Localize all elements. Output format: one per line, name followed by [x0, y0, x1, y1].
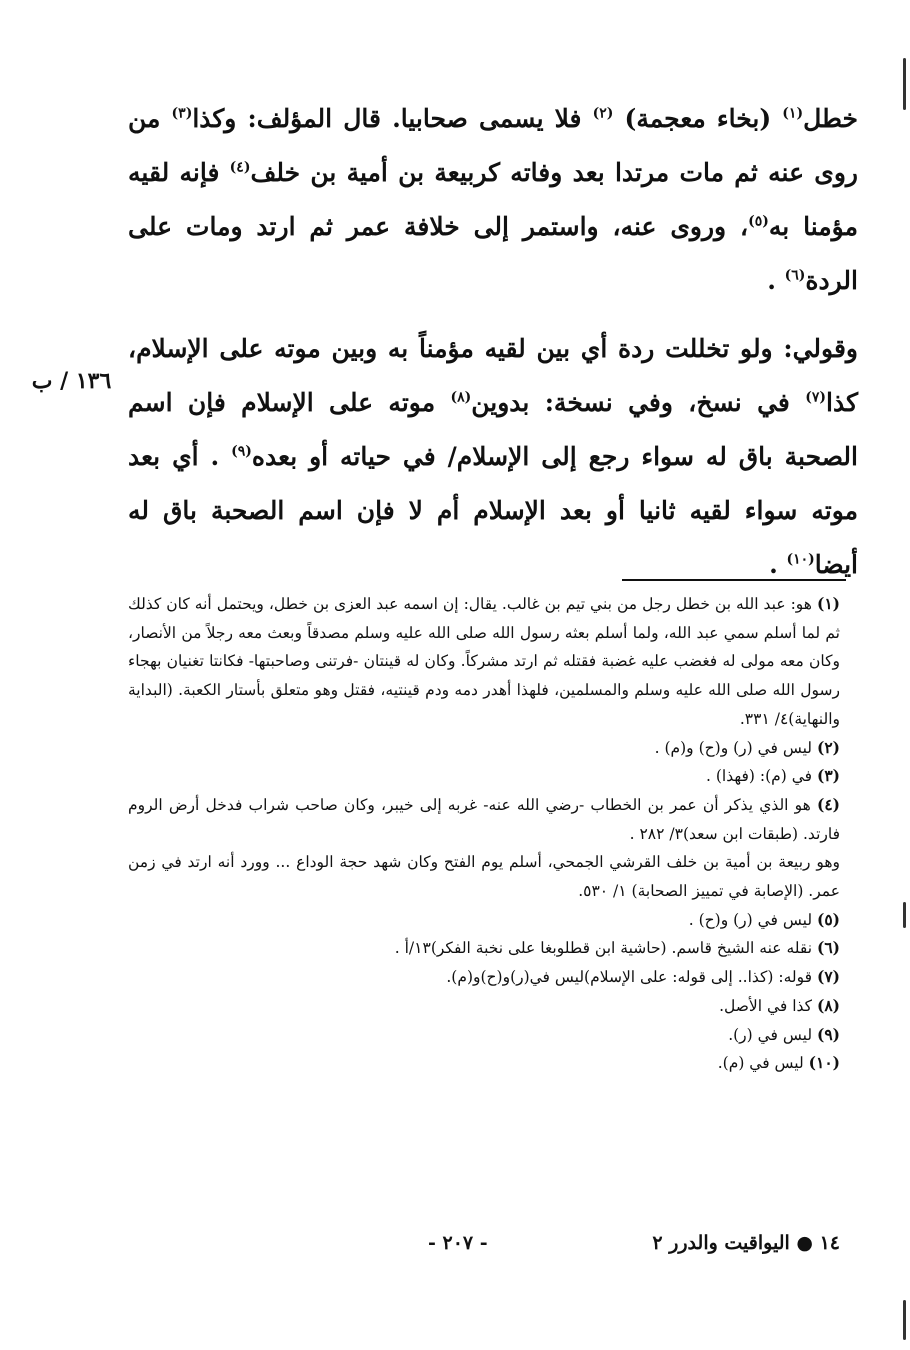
- scan-edge-mark: [903, 58, 906, 110]
- footnote-7: [128, 963, 840, 992]
- scan-edge-mark: [903, 902, 906, 928]
- text-run: من روى عنه ثم مات مرتدا بعد وفاته كربيعة بن أمية بن خلف: [128, 104, 858, 187]
- footnote-4: [128, 791, 840, 848]
- footnote-marker-8: (٨): [450, 389, 472, 406]
- text-run: ، وروى عنه، واستمر إلى خلافة عمر ثم ارتد ومات على الردة: [128, 212, 858, 295]
- footnote-number: (٦): [816, 938, 840, 958]
- footnote-6: [128, 934, 840, 963]
- footnote-text: ليس في (ر) و(ح) و(م) .: [654, 738, 813, 757]
- footnote-3: [128, 762, 840, 791]
- footnote-number: (٥): [816, 909, 840, 929]
- manuscript-folio-note: ١٣٦ / ب: [31, 368, 112, 394]
- footnote-marker-10: (١٠): [786, 551, 815, 568]
- footnote-9: [128, 1021, 840, 1050]
- footnote-5: [128, 906, 840, 935]
- text-run: موته على الإسلام فإن اسم الصحبة باق له سواء رجع إلى الإسلام/ في حياته أو بعده: [128, 388, 858, 471]
- scan-edge-mark: [903, 1300, 906, 1340]
- footnote-marker-4: (٤): [229, 159, 251, 176]
- footnote-text: قوله: (كذا.. إلى قوله: على الإسلام)ليس في(ر)و(ح)و(م).: [446, 968, 813, 987]
- footnote-number: (١): [816, 594, 840, 613]
- text-run: وقولي: ولو تخللت ردة أي بين لقيه مؤمناً به وبين موته على الإسلام، كذا: [128, 334, 858, 417]
- text-run: فلا يسمى صحابيا. قال المؤلف: وكذا: [192, 104, 593, 133]
- footnote-text: ليس في (م).: [717, 1054, 804, 1073]
- footnote-1: [128, 590, 840, 734]
- footnote-number: (٢): [816, 737, 840, 757]
- footnote-text: نقله عنه الشيخ قاسم. (حاشية ابن قطلوبغا على نخبة الفكر)١٣/أ .: [394, 939, 813, 958]
- footnote-number: (٣): [816, 766, 840, 786]
- running-head: ١٤ ● اليواقيت والدرر ٢: [652, 1232, 840, 1254]
- main-paragraph-1: [128, 92, 858, 308]
- footnote-number: (٨): [816, 995, 840, 1015]
- footnote-marker-9: (٩): [231, 443, 252, 460]
- main-paragraph-2: [128, 322, 858, 592]
- footnote-marker-3: (٣): [171, 105, 193, 122]
- footnote-marker-5: (٥): [748, 213, 769, 230]
- footnote-number: (٤): [816, 794, 840, 814]
- footnote-text: كذا في الأصل.: [719, 996, 813, 1015]
- footnote-text: وهو ربيعة بن أمية بن خلف القرشي الجمحي، أسلم يوم الفتح وكان شهد حجة الوداع ... وورد أنه ارتد في زمن عمر. (الإصابة في تمييز الصحابة) ١/ ٥٣٠.: [128, 853, 840, 901]
- footnote-separator: [622, 579, 846, 581]
- footnote-marker-2: (٢): [592, 105, 614, 122]
- footnote-text: في (م): (فهذا) .: [706, 767, 813, 786]
- footnote-number: (٩): [816, 1024, 840, 1044]
- text-run: في نسخ، وفي نسخة: بدوين: [471, 388, 806, 417]
- footnote-text: هو الذي يذكر أن عمر بن الخطاب -رضي الله عنه- غربه إلى خيبر، وكان صاحب شراب فدخل أرض الروم فارتد. (طبقات ابن سعد)٣/ ٢٨٢ .: [128, 795, 840, 843]
- footnote-2: [128, 734, 840, 763]
- footnote-number: (١٠): [808, 1053, 840, 1073]
- footnote-10: [128, 1049, 840, 1078]
- footnote-text: هو: عبد الله بن خطل رجل من بني تيم بن غالب. يقال: إن اسمه عبد العزى بن خطل، ويحتمل أنه كان كذلك ثم لما أسلم سمي عبد الله، ولما أسلم بعثه رسول الله صلى الله عليه وسلم مصدقاً وبعث معه رجلاً من الأنصار، وكان معه مولى له فغضب عليه غضبة فقتله ثم ارتد مشركاً. وكان له قينتان -فرتنى وصاحبتها- فكانتا تغنيان بهجاء رسول الله صلى الله عليه وسلم والمسلمين، فلهذا أهدر دمه ودم قينتيه، فقتل وهو متعلق بأستار الكعبة. (البداية والنهاية)٤/ ٣٣١.: [128, 595, 840, 728]
- footnote-8: [128, 992, 840, 1021]
- text-run: .: [767, 266, 785, 295]
- footnote-4-continued: [128, 848, 840, 905]
- footnotes: [128, 590, 840, 1078]
- footnote-number: (٧): [816, 967, 840, 987]
- text-run: (بخاء معجمة): [613, 104, 783, 133]
- footnote-text: ليس في (ر).: [728, 1025, 813, 1044]
- footnote-text: ليس في (ر) و(ح) .: [688, 910, 813, 929]
- text-run: فإنه لقيه مؤمنا به: [128, 158, 858, 241]
- footnote-marker-1: (١): [782, 105, 804, 122]
- page-footer: [380, 1232, 840, 1266]
- footnote-marker-6: (٦): [784, 267, 806, 284]
- main-text: [128, 92, 858, 592]
- text-run: . أي بعد موته سواء لقيه ثانيا أو بعد الإسلام أم لا فإن اسم الصحبة باق له أيضا: [128, 442, 858, 579]
- text-run: خطل: [803, 104, 858, 133]
- text-run: .: [769, 550, 787, 579]
- footnote-marker-7: (٧): [805, 389, 827, 406]
- page-number: - ٢٠٧ -: [428, 1232, 488, 1254]
